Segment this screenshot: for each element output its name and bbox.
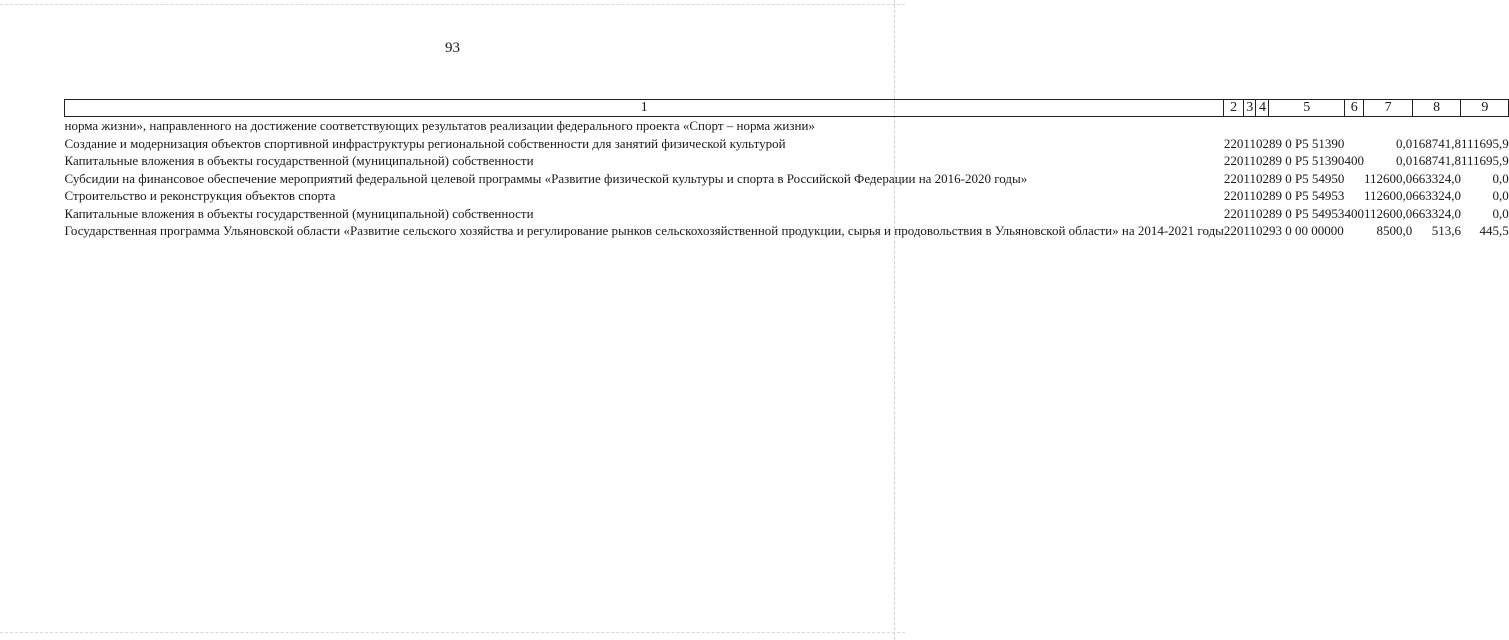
row-col-9 (1461, 117, 1509, 135)
row-col-3 (1243, 117, 1256, 135)
table-row (65, 152, 1509, 170)
row-col-4: 02 (1255, 153, 1269, 168)
row-col-3: 11 (1243, 205, 1256, 221)
row-col-4: 02 (1255, 170, 1269, 186)
row-col-4: 02 (1255, 223, 1269, 238)
budget-table (64, 99, 1509, 240)
row-col-6 (1344, 135, 1364, 153)
col-header-1: 1 (65, 100, 1224, 117)
row-name: норма жизни», направленного на достижение соответствующих результатов реализации федерального проекта «Спорт – норма жизни» (64, 118, 815, 133)
row-col-5: 89 0 P5 54950 (1268, 170, 1345, 186)
scan-edge-bottom (0, 632, 905, 633)
row-col-7: 112600,0 (1363, 188, 1413, 203)
row-col-7: 112600,0 (1363, 205, 1413, 221)
row-col-9: 0,0 (1492, 188, 1509, 203)
row-col-2: 220 (1223, 223, 1244, 238)
row-col-6 (1344, 170, 1364, 188)
row-col-8: 663324,0 (1412, 205, 1461, 221)
table-row (65, 135, 1509, 153)
row-col-2 (1224, 117, 1244, 135)
row-col-5: 89 0 P5 51390 (1268, 135, 1345, 151)
col-header-6: 6 (1344, 100, 1364, 117)
row-col-8: 663324,0 (1412, 170, 1461, 186)
table-row (65, 117, 1509, 135)
row-col-8 (1412, 117, 1461, 135)
row-col-6: 400 (1344, 205, 1364, 221)
row-col-2: 220 (1223, 153, 1244, 168)
row-col-3: 11 (1243, 153, 1256, 168)
row-name: Государственная программа Ульяновской области «Развитие сельского хозяйства и регулирование рынков сельскохозяйственной продукции, сырья и продовольствия в Ульяновской области» на 2014-2021 годы (64, 223, 1224, 238)
row-col-8: 168741,8 (1412, 135, 1461, 151)
row-col-5: 89 0 P5 54953 (1268, 188, 1345, 203)
row-col-7: 0,0 (1395, 153, 1413, 168)
row-col-2: 220 (1223, 188, 1244, 203)
col-header-3: 3 (1243, 100, 1256, 117)
row-col-8: 513,6 (1431, 223, 1461, 238)
page-number: 93 (445, 40, 460, 56)
col-header-2: 2 (1224, 100, 1244, 117)
row-col-5: 89 0 P5 51390 (1268, 153, 1345, 168)
row-col-7: 112600,0 (1363, 170, 1413, 186)
scan-edge-top (0, 4, 905, 5)
col-header-5: 5 (1269, 100, 1344, 117)
row-name: Капитальные вложения в объекты государственной (муниципальной) собственности (64, 153, 534, 168)
row-name: Субсидии на финансовое обеспечение мероприятий федеральной целевой программы «Развитие физической культуры и спорта в Российской Федерации на 2016-2020 годы» (64, 170, 1028, 186)
row-col-5 (1269, 117, 1344, 135)
row-name: Создание и модернизация объектов спортивной инфраструктуры региональной собственности для занятий физической культурой (64, 135, 786, 151)
row-name: Строительство и реконструкция объектов спорта (64, 188, 336, 203)
row-col-4 (1256, 117, 1269, 135)
row-col-4: 02 (1255, 188, 1269, 203)
scan-edge-right (894, 0, 895, 640)
row-col-4: 02 (1255, 135, 1269, 151)
table-row (65, 205, 1509, 223)
row-col-9: 0,0 (1492, 170, 1509, 186)
col-header-9: 9 (1461, 100, 1509, 117)
row-col-8: 663324,0 (1412, 188, 1461, 203)
row-col-6: 400 (1344, 153, 1364, 168)
row-col-3: 11 (1243, 135, 1256, 151)
col-header-4: 4 (1256, 100, 1269, 117)
table-row (65, 222, 1509, 240)
row-col-7 (1364, 117, 1412, 135)
row-col-6 (1344, 187, 1364, 205)
row-col-5: 93 0 00 00000 (1268, 223, 1344, 238)
row-col-6 (1344, 117, 1364, 135)
row-col-5: 89 0 P5 54953 (1268, 205, 1345, 221)
row-col-4: 02 (1255, 205, 1269, 221)
row-col-7: 8500,0 (1376, 223, 1413, 238)
row-col-9: 445,5 (1479, 223, 1509, 238)
row-name: Капитальные вложения в объекты государственной (муниципальной) собственности (64, 205, 534, 221)
row-col-3: 11 (1243, 223, 1256, 238)
row-col-8: 168741,8 (1412, 153, 1461, 168)
row-col-2: 220 (1223, 135, 1244, 151)
row-col-9: 111695,9 (1460, 135, 1509, 151)
row-col-2: 220 (1223, 205, 1244, 221)
column-number-row (65, 100, 1509, 117)
table-row (65, 187, 1509, 205)
row-col-2: 220 (1223, 170, 1244, 186)
table-row (65, 170, 1509, 188)
row-col-3: 11 (1243, 170, 1256, 186)
row-col-9: 0,0 (1492, 205, 1509, 221)
row-col-3: 11 (1243, 188, 1256, 203)
row-col-9: 111695,9 (1460, 153, 1509, 168)
col-header-7: 7 (1364, 100, 1412, 117)
col-header-8: 8 (1412, 100, 1461, 117)
row-col-6 (1344, 222, 1364, 240)
row-col-7: 0,0 (1395, 135, 1413, 151)
